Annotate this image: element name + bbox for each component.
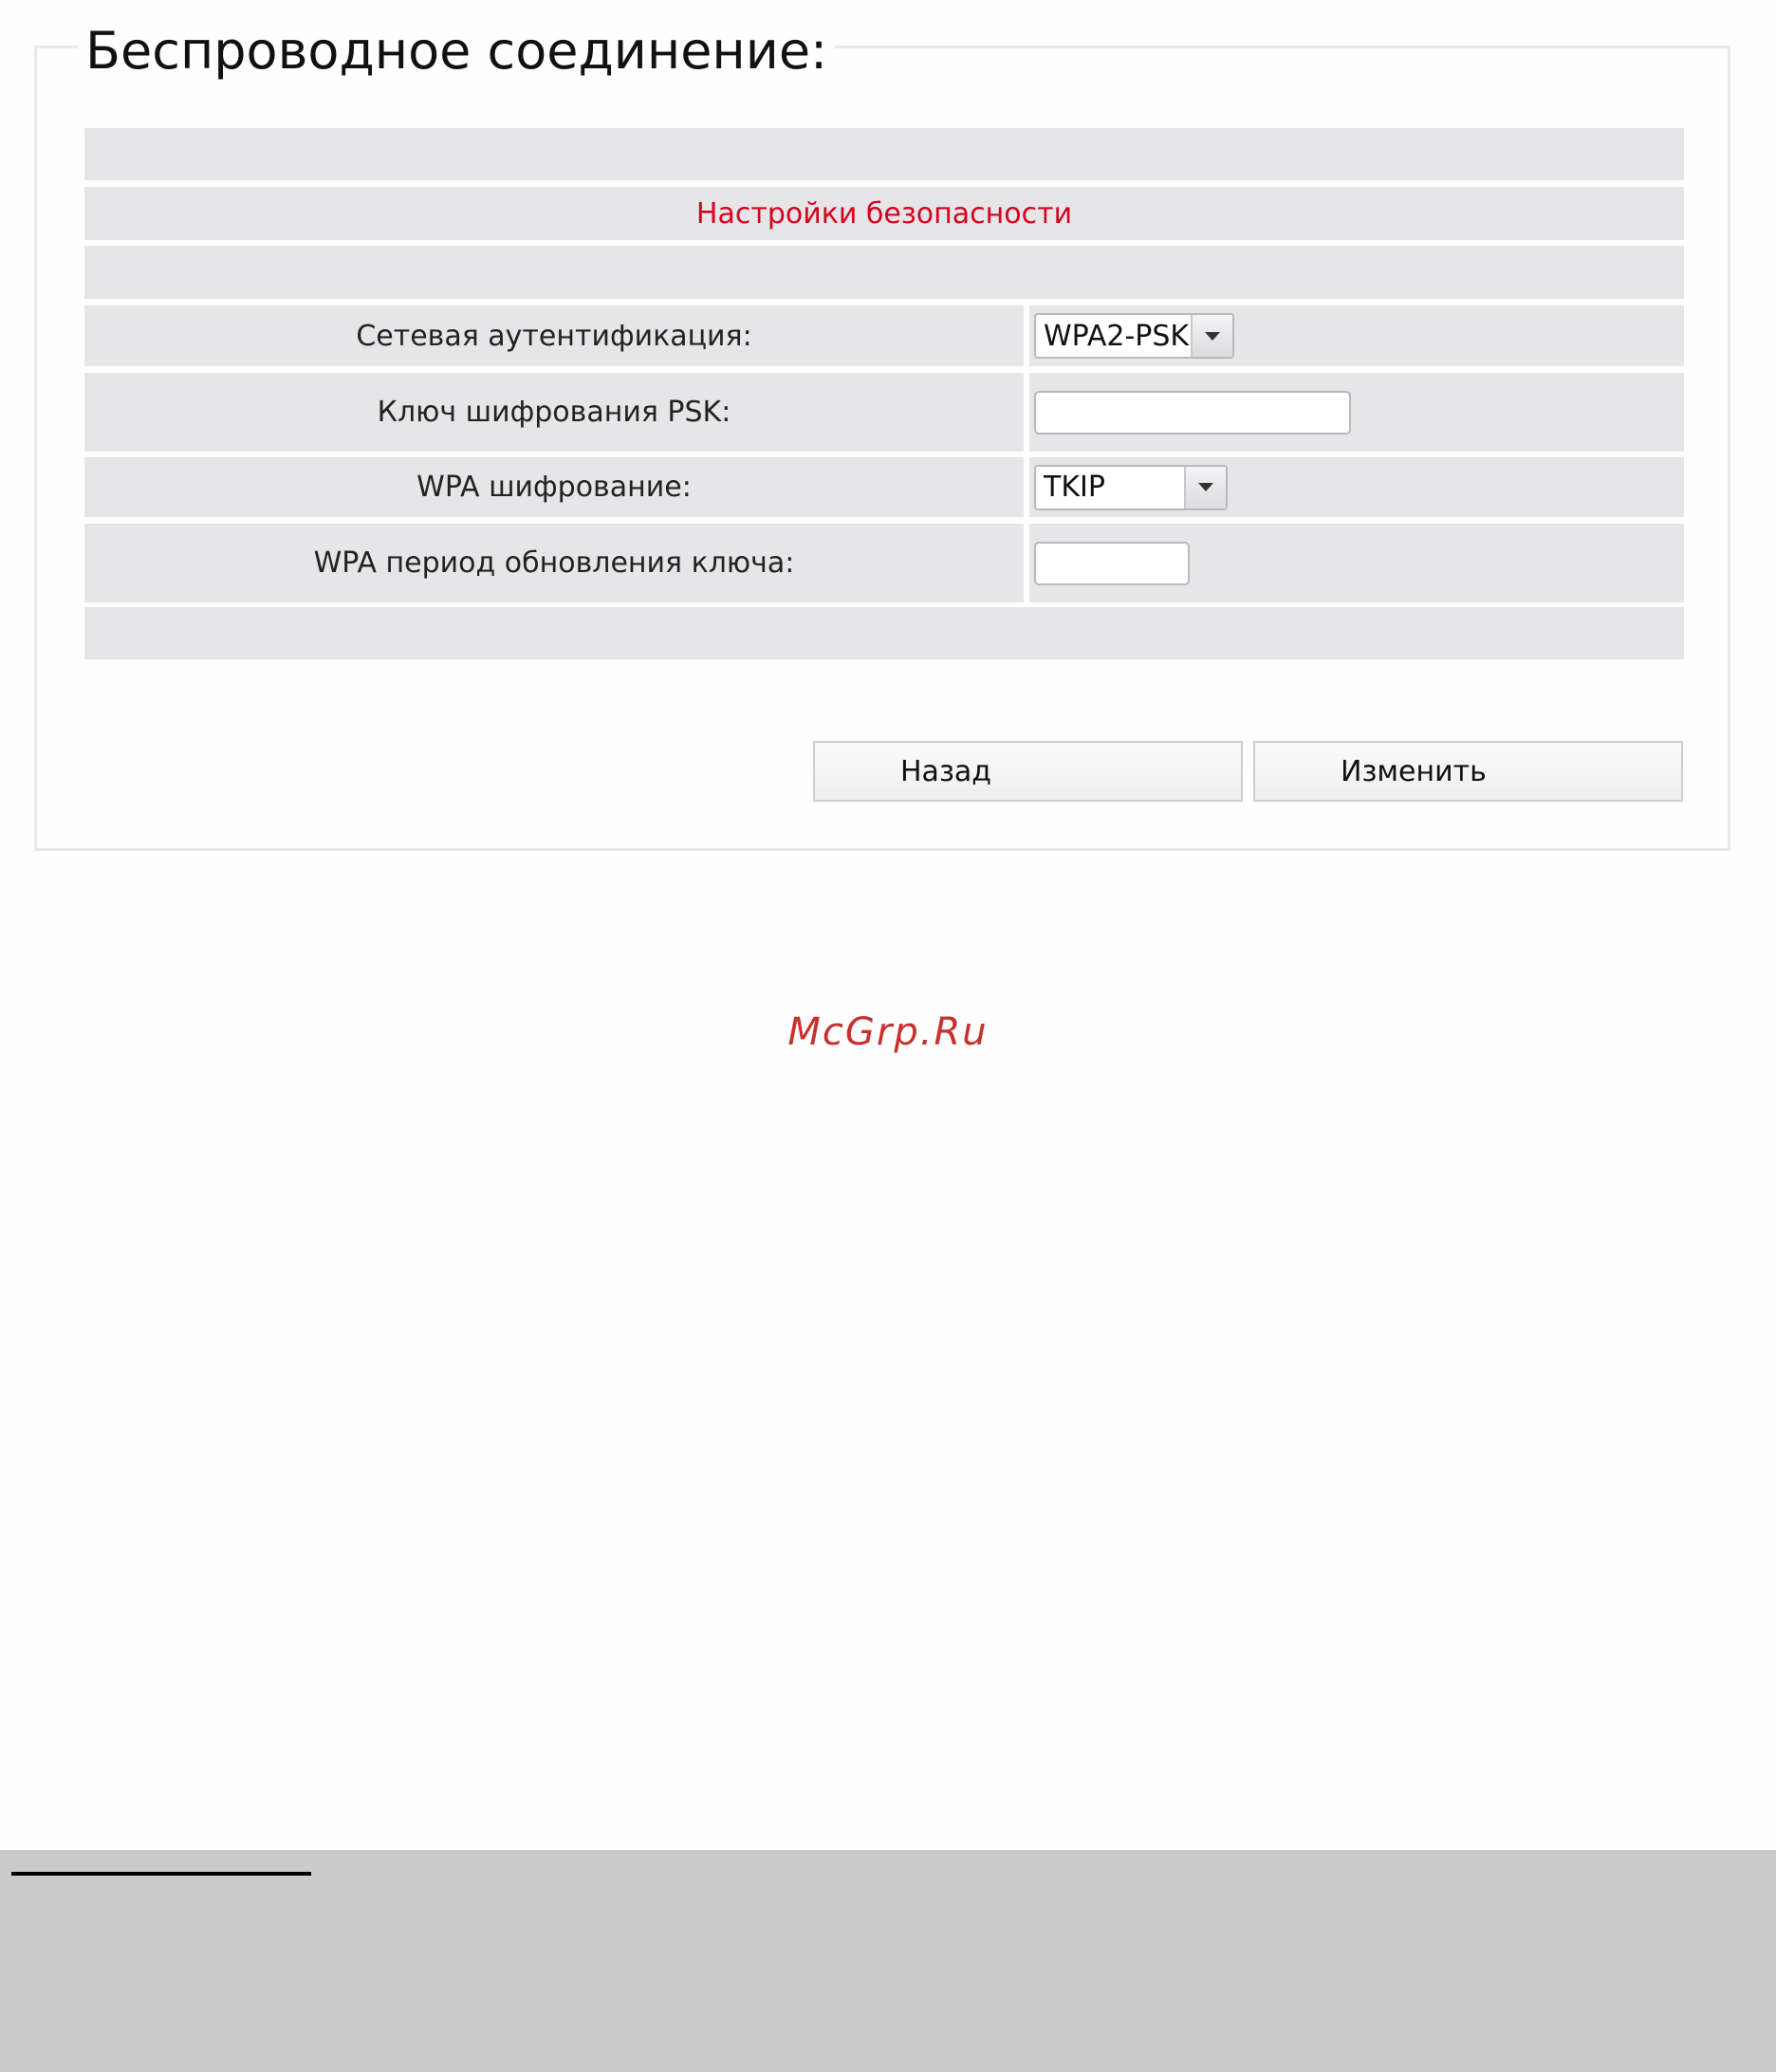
psk-label: Ключ шифрования PSK:	[84, 373, 1024, 452]
watermark: McGrp.Ru	[787, 1010, 989, 1054]
psk-key-input[interactable]	[1034, 391, 1351, 435]
chevron-down-icon[interactable]	[1184, 467, 1226, 509]
chevron-down-icon[interactable]	[1191, 315, 1232, 357]
change-button-label: Изменить	[1341, 754, 1487, 788]
auth-select[interactable]	[1034, 313, 1234, 359]
auth-label: Сетевая аутентификация:	[84, 305, 1024, 366]
wpa-encryption-select-value: TKIP	[1044, 471, 1105, 504]
wpa-encryption-select[interactable]	[1034, 465, 1228, 510]
wpa-rekey-label: WPA период обновления ключа:	[84, 524, 1024, 602]
form-row-auth	[84, 305, 1684, 366]
footer	[0, 1850, 1776, 2072]
spacer-band	[84, 246, 1684, 299]
wpa-encryption-label: WPA шифрование:	[84, 457, 1024, 517]
spacer-band	[84, 607, 1684, 659]
auth-select-value: WPA2-PSK	[1044, 319, 1190, 353]
wpa-rekey-input[interactable]	[1034, 542, 1190, 585]
wpa-encryption-value-cell	[1029, 457, 1684, 517]
panel-title: Беспроводное соединение:	[78, 17, 835, 85]
change-button[interactable]	[1253, 741, 1683, 802]
auth-value-cell	[1029, 305, 1684, 366]
form-row-wpa-rekey	[84, 524, 1684, 602]
section-header: Настройки безопасности	[84, 187, 1684, 240]
wpa-rekey-value-cell	[1029, 524, 1684, 602]
spacer-band	[84, 128, 1684, 180]
back-button-label: Назад	[900, 754, 992, 788]
psk-value-cell	[1029, 373, 1684, 452]
form-row-wpa-encryption	[84, 457, 1684, 517]
back-button[interactable]	[813, 741, 1243, 802]
form-row-psk	[84, 373, 1684, 452]
footnote-rule	[11, 1872, 311, 1876]
